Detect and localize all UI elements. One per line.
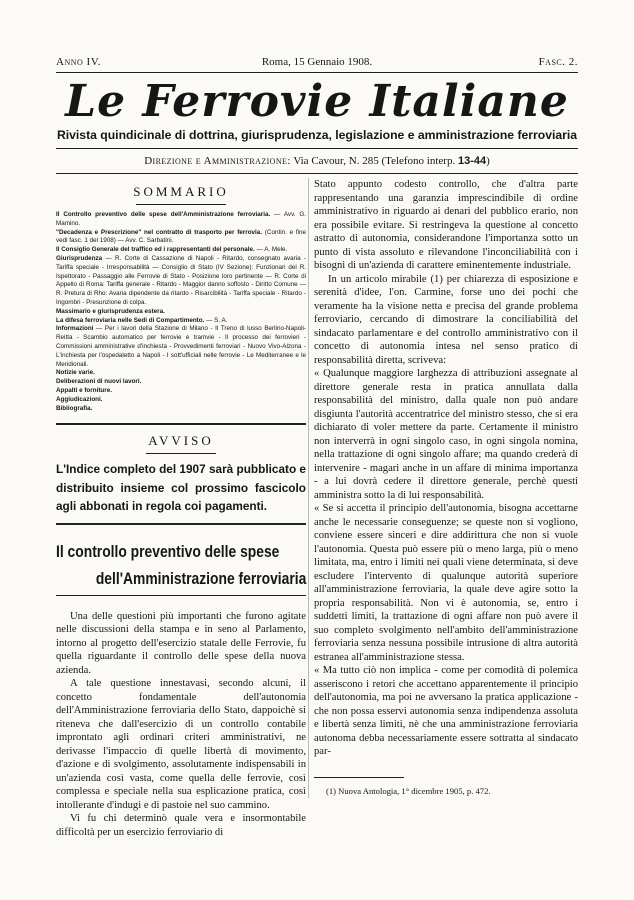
article-quote: « Qualunque maggiore larghezza di attribuzioni assegnate al direttore generale resta in pratica annullata dalla responsabilità del ministro, dalla quale non può andare disgiunta l'autorità accentratrice del ministro stesso, che si era dichiarato di voler mettere da parte. Certamente il ministro non interverrà in ogni singolo caso, in ogni singola nomina, nella trattazione di ogni singolo affare; ma quando crederà di intervenire - magari anche in un affare di minima importanza - a lui dovrà cedere il direttore generale, perchè questi amministra sotto la di lui responsabilità.: [314, 368, 578, 501]
article-quote: « Ma tutto ciò non implica - come per comodità di polemica asseriscono i retori che accettano apparentemente il principio dell'autonomia, ma poi ne avversano la pratica applicazione - che non possa esservi autonomia senza indipendenza assoluta e libertà senza limiti, nè che una amministrazione ferroviaria autonoma debba necessariamente essere sottratta al sindacato par-: [314, 665, 578, 757]
sommario-item: [56, 378, 306, 387]
sommario-item-title: Aggiudicazioni.: [56, 395, 103, 403]
column-separator: [308, 178, 309, 798]
sommario-item-text: — S. A.: [204, 316, 228, 324]
direzione-closing: ): [486, 155, 490, 167]
sommario-item-title: Deliberazioni di nuovi lavori.: [56, 378, 142, 386]
date-line: Roma, 15 Gennaio 1908.: [261, 56, 373, 68]
masthead-rule-bottom: [56, 173, 578, 174]
sommario-item: [56, 317, 306, 326]
masthead-title: Le Ferrovie Italiane: [65, 76, 569, 127]
sommario-item: [56, 396, 306, 405]
sommario-item: [56, 255, 306, 308]
sommario-item-text: — R. Corte di Cassazione di Napoli - Ritardo, consegnato avaria - Tariffa speciale - Irresponsabilità — Consiglio di Stato (IV Sezione): Funzionari del R. Ispettorato - Passaggio alle Ferrovie di Stato - Posizione loro pertinente — R. Corte di Appello di Roma: Tariffa generale - Ritardo - Maggior danno soffosto - Diritto Comune — R. Pretura di Rho: Avaria dipendente da ritardo - Risarcibilità - Tariffa speciale - Ritardo - Ingombri - Presunzione di colpa.: [56, 254, 306, 306]
masthead-subtitle: Rivista quindicinale di dottrina, giurisprudenza, legislazione e amministrazione ferroviaria: [56, 128, 578, 142]
article-title-line2: dell'Amministrazione ferroviaria: [95, 569, 307, 588]
sommario-item-title: Massimario e giurisprudenza estera.: [56, 307, 165, 315]
article-paragraph: In un articolo mirabile (1) per chiarezza di esposizione e serenità d'idee, l'on. Carmine, forse uno dei pochi che veramente ha la visione netta e precisa del grande problema ferroviario, cercando di dimostrare la conciliabilità del sindacato parlamentare e del controllo amministrativo con il concetto di autonomia intesa nel senso pratico di responsabilità diretta, scriveva:: [314, 273, 578, 366]
anno-label: Anno IV.: [56, 56, 101, 68]
sommario-item-text: — Avv. G. Mamino.: [56, 211, 307, 227]
fascicolo-label: Fasc. 2.: [538, 56, 578, 68]
sommario-item-title: Il Controllo preventivo delle spese dell'Amministrazione ferroviaria.: [56, 211, 271, 218]
sommario-item-title: Notizie varie.: [56, 369, 95, 377]
footnote: (1) Nuova Antologia, 1° dicembre 1905, p. 472.: [326, 785, 491, 796]
sommario-item-text: — Per i lavori della Stazione di Milano - Il Treno di lusso Berlino-Napoli-Reitta - Scambio automatico per ferrovie e tramvie - Il processo dei ferrovieri - Commissioni amministrative d'inchiesta - Provvedimenti ferroviari - Nuovo Vivo-Alzona - L'inchiesta per l'ospedaletto a Napoli - I sott'ufficiali nelle ferrovie - Le Mediterranee e le Meridionali.: [56, 325, 306, 368]
footnote-rule: [314, 777, 404, 778]
sommario-item: [56, 229, 306, 247]
header-rule: [56, 72, 578, 73]
sommario-item: [56, 387, 306, 396]
direzione-label: Direzione e Amministrazione:: [144, 155, 291, 167]
sommario-item: [56, 246, 306, 255]
article-title-rule: [56, 595, 306, 596]
article-title-line1: Il controllo preventivo delle spese: [56, 542, 280, 561]
sommario-item-title: Giurisprudenza: [56, 254, 103, 262]
sommario-separator: [136, 204, 226, 205]
sommario-item: [56, 308, 306, 317]
sommario-item-title: Appalti e forniture.: [56, 386, 112, 394]
article-paragraph: A tale questione innestavasi, secondo alcuni, il concetto fondamentale dell'autonomia dell'Amministrazione ferroviaria dello Stato, dappoichè si riteneva che dall'esercizio di un controllo contabile improntato agli ordinari criteri amministrativi, ne derivasse l'impaccio di quelle libertà di movimento, d'azione e di svolgimento, assolutamente indispensabili in un'azienda così vasta, come quella delle ferrovie, così complessa e speciale nella sua esplicazione pratica, così intollerante d'indugi e di pastoie nel suo cammino.: [56, 678, 306, 811]
article-title: [56, 539, 306, 593]
avviso-title: AVVISO: [148, 433, 214, 449]
article-paragraph: Una delle questioni più importanti che furono agitate nelle discussioni della stampa e in seno al Parlamento, intorno al progetto dell'esercizio statale delle Ferrovie, fu quella riguardante il controllo delle spese della nuova azienda.: [56, 610, 306, 676]
sommario-title: SOMMARIO: [133, 184, 229, 199]
avviso-text: L'Indice completo del 1907 sarà pubblicato e distribuito insieme col prossimo fascicolo agli abbonati in regola coi pagamenti.: [56, 462, 306, 514]
sommario-list: [56, 211, 306, 413]
left-column: [56, 178, 306, 839]
article-paragraph: Stato appunto codesto controllo, che d'altra parte rappresentando una garanzia imprescindibile di ordine amministrativo in riguardo ai denari del pubblico erario, non era possibile evitare. Si restringeva la questione al concetto astratto di autonomia, considerandone l'importanza sotto un punto di vista assoluto e rilevandone l'inconciliabilità con i bisogni di un'azienda di carattere eminentemente industriale.: [314, 179, 578, 271]
sommario-item: [56, 325, 306, 369]
article-paragraph: Vi fu chi determinò quale vera e insormontabile difficoltà per un esercizio ferroviario di: [56, 813, 306, 838]
direzione-line: [56, 155, 578, 167]
sommario-item: [56, 369, 306, 378]
sommario-item-text: (Contin. e fine vedi fasc. 1 del 1908) — Avv. C. Sarbatini.: [56, 228, 307, 245]
article-body-left: [56, 610, 306, 840]
avviso-separator: [146, 453, 216, 454]
sommario-item-title: "Decadenza e Prescrizione" nel contratto di trasporto per ferrovia.: [56, 228, 263, 236]
sommario-item-title: Informazioni: [56, 325, 94, 333]
avviso-rule-top: [56, 423, 306, 425]
article-body-right: [314, 178, 578, 759]
sommario-item-title: Il Consiglio Generale del traffico ed i rappresentanti del personale.: [56, 246, 255, 254]
sommario-item-title: Bibliografia.: [56, 404, 93, 412]
article-quote: « Se si accetta il principio dell'autonomia, bisogna accettarne anche le necessarie conseguenze; se queste non si vogliono, conviene essere sinceri e dire addirittura che non si vuole l'autonomia. Questa può essere più o meno larga, più o meno limitata, ma, entro i limiti nei quali viene determinata, si deve escludere l'intervento di qualunque autorità superiore all'amministrazione ferroviaria, la quale deve agire sotto la propria responsabilità. Non vi è autonomia, se, entro i suddetti limiti, la trattazione di ogni affare non può avere il suo completo svolgimento nell'ambito dell'amministrazione ferroviaria senza nessuna possibile intrusione di altra autorità estranea all'amministrazione stessa.: [314, 503, 578, 663]
sommario-item-text: — A. Mele.: [254, 246, 288, 254]
sommario-item-title: La difesa ferroviaria nelle Sedi di Compartimento.: [56, 316, 205, 324]
telefono-number: 13-44: [457, 155, 487, 167]
direzione-address: Via Cavour, N. 285 (Telefono interp.: [293, 155, 456, 167]
masthead-rule-top: [56, 148, 578, 149]
avviso-rule-bottom: [56, 523, 306, 525]
sommario-item: [56, 211, 306, 229]
sommario-item: [56, 405, 306, 414]
right-column: [314, 178, 578, 796]
running-header: [56, 56, 578, 70]
